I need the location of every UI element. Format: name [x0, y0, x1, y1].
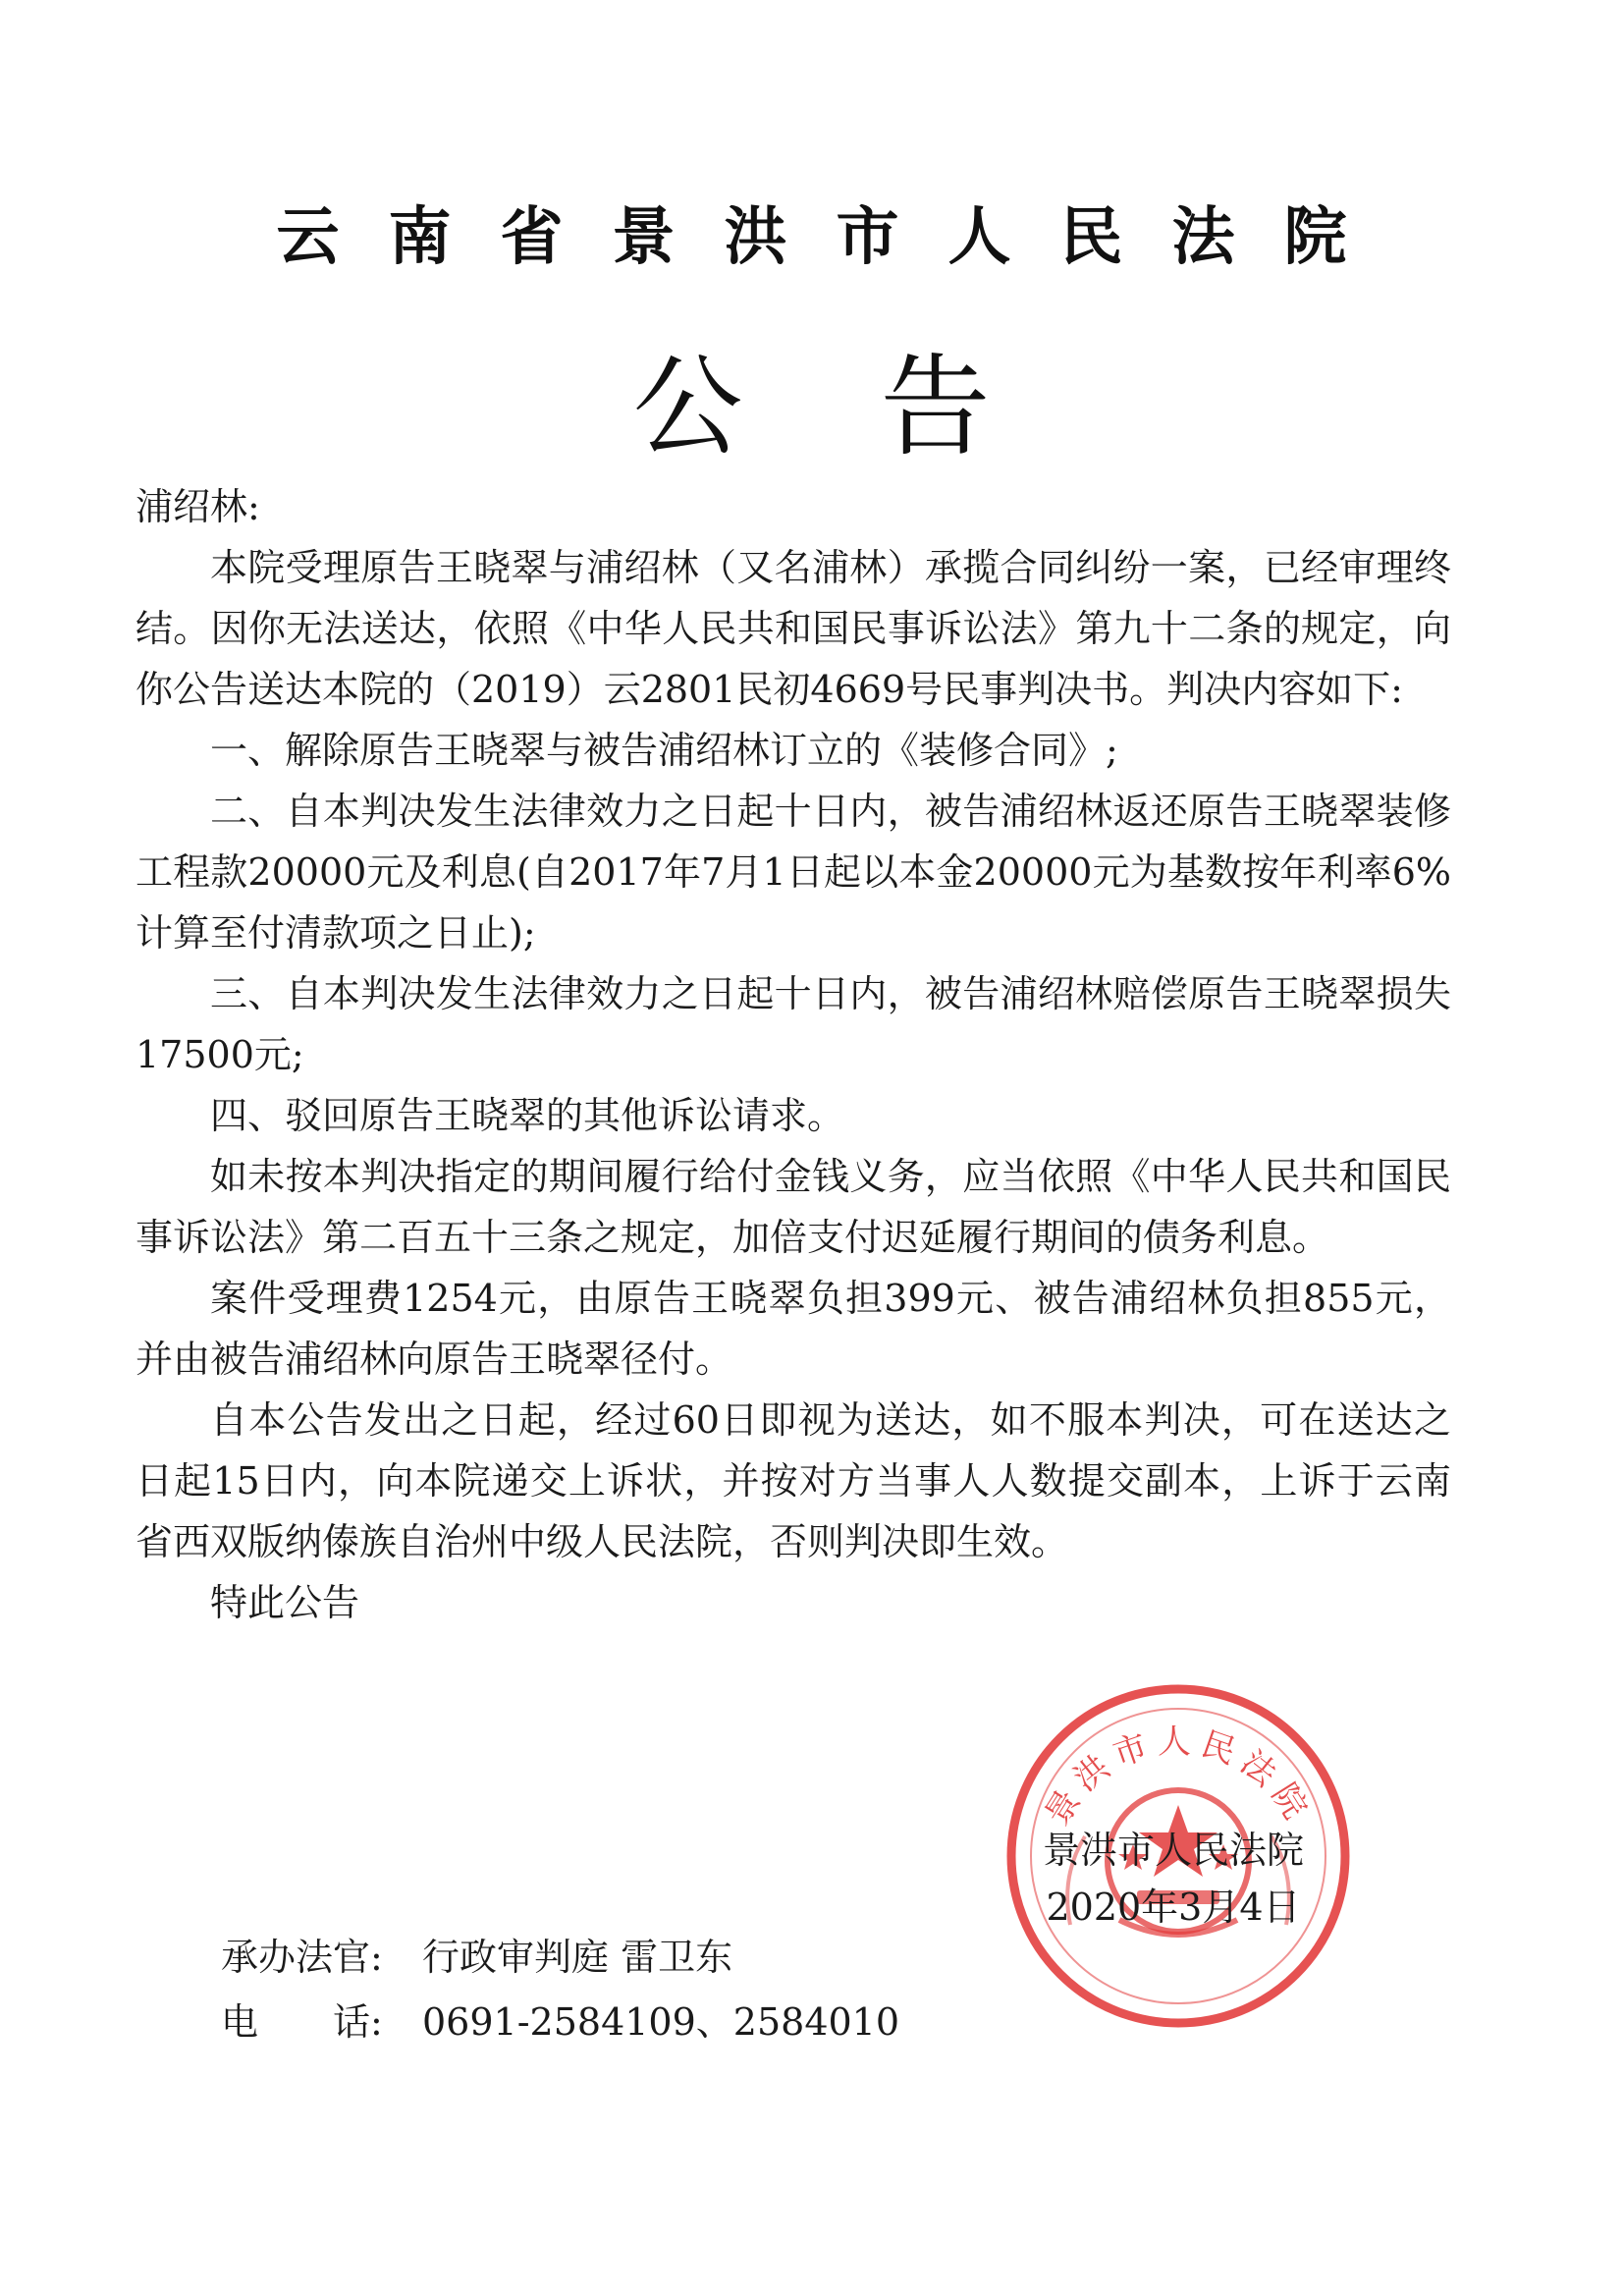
document-type-heading: 公告	[632, 344, 1128, 471]
judge-label: 承办法官:	[221, 1936, 383, 1979]
issuing-court: 景洪市人民法院	[1042, 1829, 1304, 1872]
judge-row	[221, 1925, 899, 1990]
closing-phrase: 特此公告	[210, 1581, 360, 1624]
seal-lettering: 景洪市人民法院	[1037, 1722, 1320, 1832]
addressee: 浦绍林:	[135, 485, 260, 528]
court-name-heading: 云南省景洪市人民法院	[276, 201, 1396, 274]
signoff-block	[997, 1822, 1350, 1936]
body-paragraph: 本院受理原告王晓翠与浦绍林（又名浦林）承揽合同纠纷一案，已经审理终结。因你无法送达，依照《中华人民共和国民事诉讼法》第九十二条的规定，向你公告送达本院的（2019）云2801民初4669号民事判决书。判决内容如下:	[135, 546, 1451, 711]
body-paragraph: 如未按本判决指定的期间履行给付金钱义务，应当依照《中华人民共和国民事诉讼法》第二百五十三条之规定，加倍支付迟延履行期间的债务利息。	[135, 1155, 1451, 1259]
notice-body	[135, 476, 1451, 1633]
judgment-item: 二、自本判决发生法律效力之日起十日内，被告浦绍林返还原告王晓翠装修工程款20000元及利息(自2017年7月1日起以本金20000元为基数按年利率6%计算至付清款项之日止);	[135, 790, 1451, 955]
phone-row	[221, 1990, 899, 2054]
judgment-item: 三、自本判决发生法律效力之日起十日内，被告浦绍林赔偿原告王晓翠损失17500元;	[135, 972, 1451, 1076]
issue-date: 2020年3月4日	[1046, 1886, 1301, 1929]
judge-value: 行政审判庭 雷卫东	[422, 1936, 733, 1979]
phone-value: 0691-2584109、2584010	[422, 2000, 900, 2044]
judgment-item: 四、驳回原告王晓翠的其他诉讼请求。	[210, 1094, 845, 1137]
contact-info	[221, 1925, 899, 2054]
body-paragraph: 案件受理费1254元，由原告王晓翠负担399元、被告浦绍林负担855元，并由被告浦绍林向原告王晓翠径付。	[135, 1277, 1451, 1381]
body-paragraph: 自本公告发出之日起，经过60日即视为送达，如不服本判决，可在送达之日起15日内，向本院递交上诉状，并按对方当事人人数提交副本，上诉于云南省西双版纳傣族自治州中级人民法院，否则判决即生效。	[135, 1398, 1451, 1563]
judgment-item: 一、解除原告王晓翠与被告浦绍林订立的《装修合同》;	[210, 729, 1118, 772]
phone-label: 电 话:	[221, 2000, 383, 2044]
